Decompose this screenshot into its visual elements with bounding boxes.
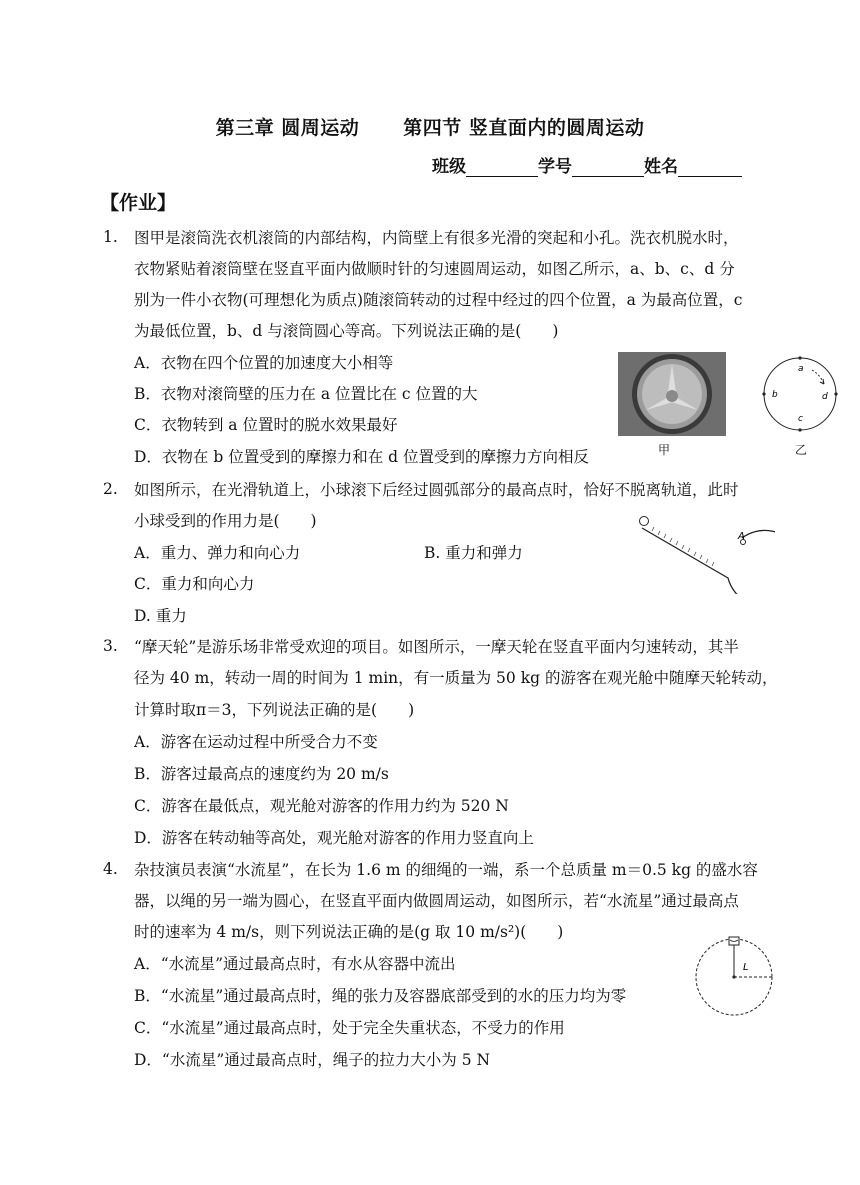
option-a: A．衣物在四个位置的加速度大小相等 (134, 354, 394, 372)
option-b: B．游客过最高点的速度约为 20 m/s (134, 765, 389, 783)
option-a: A．重力、弹力和向心力 (134, 544, 301, 562)
track-diagram (630, 508, 775, 594)
stem-line: 小球受到的作用力是( ) (134, 512, 317, 530)
water-meteor-diagram (694, 934, 776, 1018)
point-label: d (822, 392, 828, 402)
id-label: 学号 (538, 157, 572, 177)
option-a: A．游客在运动过程中所受合力不变 (134, 733, 378, 751)
option-d: D．游客在转动轴等高处，观光舱对游客的作用力竖直向上 (134, 829, 534, 847)
question-number: 3. (103, 637, 118, 655)
stem-line: “摩天轮”是游乐场非常受欢迎的项目。如图所示，一摩天轮在竖直平面内匀速转动，其半 (134, 638, 739, 656)
stem-line: 图甲是滚筒洗衣机滚筒的内部结构，内筒壁上有很多光滑的突起和小孔。洗衣机脱水时， (134, 229, 739, 247)
point-label-a: A (738, 531, 745, 542)
option-b: B．衣物对滚筒壁的压力在 a 位置比在 c 位置的大 (134, 385, 478, 403)
page-title (0, 113, 860, 140)
question-number: 4. (103, 860, 118, 878)
point-label: b (772, 390, 778, 400)
homework-heading: 【作业】 (100, 192, 177, 214)
question-number: 1. (103, 228, 118, 246)
option-c: C．重力和向心力 (134, 575, 255, 593)
stem-line: 器，以绳的另一端为圆心，在竖直平面内做圆周运动，如图所示，若“水流星”通过最高点 (134, 892, 739, 910)
option-b: B．“水流星”通过最高点时，绳的张力及容器底部受到的水的压力均为零 (134, 987, 627, 1005)
class-label: 班级 (432, 157, 466, 177)
figure-label-left: 甲 (658, 443, 671, 457)
drum-diagram (762, 354, 842, 438)
option-c: C．衣物转到 a 位置时的脱水效果最好 (134, 416, 398, 434)
student-info (432, 152, 742, 177)
name-blank[interactable] (678, 158, 742, 177)
option-d: D. 重力 (134, 607, 187, 625)
length-label: L (743, 962, 749, 973)
stem-line: 时的速率为 4 m/s，则下列说法正确的是(g 取 10 m/s²)( ) (134, 923, 564, 941)
stem-line: 如图所示，在光滑轨道上，小球滚下后经过圆弧部分的最高点时，恰好不脱离轨道，此时 (134, 481, 739, 499)
class-blank[interactable] (466, 158, 538, 177)
option-d: D．“水流星”通过最高点时，绳子的拉力大小为 5 N (134, 1051, 491, 1069)
id-blank[interactable] (572, 158, 644, 177)
stem-line: 径为 40 m，转动一周的时间为 1 min，有一质量为 50 kg 的游客在观光舱中随摩天轮转动， (134, 669, 778, 687)
point-label: a (798, 364, 804, 374)
figure-label-right: 乙 (795, 443, 808, 457)
option-a: A．“水流星”通过最高点时，有水从容器中流出 (134, 955, 456, 973)
question-number: 2. (103, 480, 118, 498)
option-b: B. 重力和弹力 (424, 544, 523, 562)
option-c: C．“水流星”通过最高点时，处于完全失重状态，不受力的作用 (134, 1019, 565, 1037)
stem-line: 别为一件小衣物(可理想化为质点)随滚筒转动的过程中经过的四个位置，a 为最高位置，c (134, 291, 743, 309)
stem-line: 衣物紧贴着滚筒壁在竖直平面内做顺时针的匀速圆周运动，如图乙所示，a、b、c、d 分 (134, 260, 735, 278)
section-title: 第四节 竖直面内的圆周运动 (403, 117, 645, 139)
stem-line: 计算时取π＝3，下列说法正确的是( ) (134, 701, 415, 719)
option-d: D．衣物在 b 位置受到的摩擦力和在 d 位置受到的摩擦力方向相反 (134, 448, 589, 466)
stem-line: 为最低位置，b、d 与滚筒圆心等高。下列说法正确的是( ) (134, 322, 559, 340)
option-c: C．游客在最低点，观光舱对游客的作用力约为 520 N (134, 797, 509, 815)
chapter-title: 第三章 圆周运动 (215, 117, 360, 139)
point-label: c (798, 414, 803, 424)
stem-line: 杂技演员表演“水流星”，在长为 1.6 m 的细绳的一端，系一个总质量 m＝0.5 kg 的盛水容 (134, 861, 758, 879)
name-label: 姓名 (644, 157, 678, 177)
drum-photo (618, 352, 726, 436)
